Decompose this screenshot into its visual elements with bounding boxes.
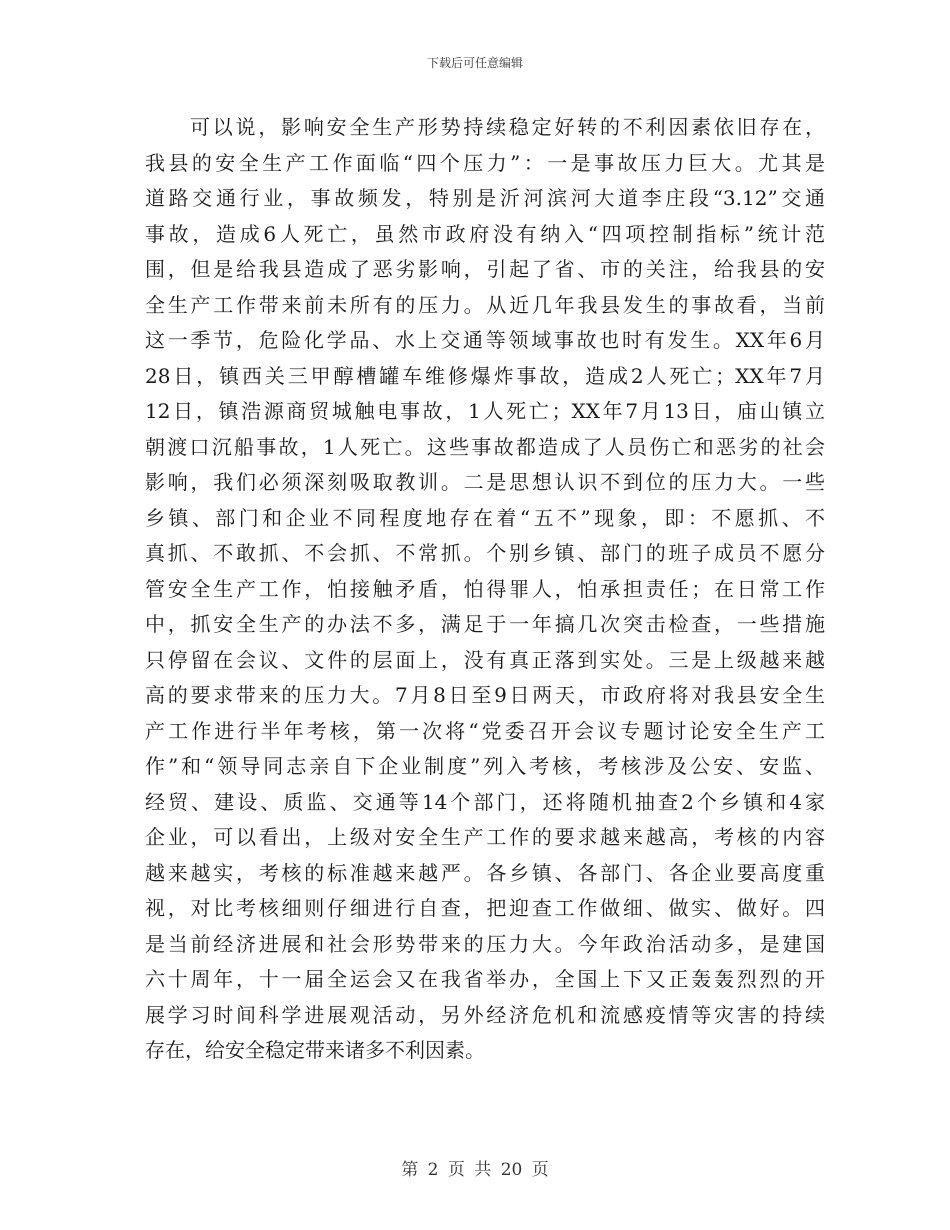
- text-line: 这一季节，危险化学品、水上交通等领域事故也时有发生。XX年6月: [145, 328, 825, 352]
- text-line: 围，但是给我县造成了恶劣影响，引起了省、市的关注，给我县的安: [145, 257, 825, 281]
- text-line: 六十周年，十一届全运会又在我省举办，全国上下又正轰轰烈烈的开: [145, 967, 825, 991]
- page-header: 下载后可任意编辑: [426, 56, 523, 70]
- text-line: 真抓、不敢抓、不会抓、不常抓。个别乡镇、部门的班子成员不愿分: [145, 541, 825, 565]
- text-line: 乡镇、部门和企业不同程度地存在着“五不”现象，即：不愿抓、不: [145, 505, 825, 530]
- text-line: 经贸、建设、质监、交通等14个部门，还将随机抽查2个乡镇和4家: [145, 789, 825, 814]
- text-line: 高的要求带来的压力大。7月8日至9日两天，市政府将对我县安全生: [145, 683, 825, 707]
- text-line: 道路交通行业，事故频发，特别是沂河滨河大道李庄段“3.12”交通: [145, 186, 825, 210]
- text-line: 只停留在会议、文件的层面上，没有真正落到实处。三是上级越来越: [145, 647, 825, 672]
- text-line: 是当前经济进展和社会形势带来的压力大。今年政治活动多，是建国: [145, 931, 825, 956]
- text-line: 作”和“领导同志亲自下企业制度”列入考核，考核涉及公安、安监、: [145, 754, 825, 778]
- text-line: 我县的安全生产工作面临“四个压力”：一是事故压力巨大。尤其是: [145, 150, 825, 175]
- text-line: 影响，我们必须深刻吸取教训。二是思想认识不到位的压力大。一些: [145, 470, 825, 494]
- document-body: [145, 110, 825, 1069]
- text-line: 28日，镇西关三甲醇槽罐车维修爆炸事故，造成2人死亡；XX年7月: [145, 363, 825, 388]
- text-line: 企业，可以看出，上级对安全生产工作的要求越来越高，考核的内容: [145, 825, 825, 849]
- text-line: 管安全生产工作，怕接触矛盾，怕得罪人，怕承担责任；在日常工作: [145, 576, 825, 601]
- text-line: 事故，造成6人死亡，虽然市政府没有纳入“四项控制指标”统计范: [145, 221, 825, 246]
- text-line: 中，抓安全生产的办法不多，满足于一年搞几次突击检查，一些措施: [145, 612, 825, 636]
- text-line: 越来越实，考核的标准越来越严。各乡镇、各部门、各企业要高度重: [145, 860, 825, 885]
- text-line: 展学习时间科学进展观活动，另外经济危机和流感疫情等灾害的持续: [145, 1002, 825, 1027]
- text-line: 朝渡口沉船事故，1人死亡。这些事故都造成了人员伤亡和恶劣的社会: [145, 434, 825, 459]
- text-line: 视，对比考核细则仔细进行自查，把迎查工作做细、做实、做好。四: [145, 896, 825, 920]
- text-line: 可以说，影响安全生产形势持续稳定好转的不利因素依旧存在，: [190, 115, 825, 139]
- text-line: 存在，给安全稳定带来诸多不利因素。: [145, 1038, 485, 1062]
- text-line: 全生产工作带来前未所有的压力。从近几年我县发生的事故看，当前: [145, 292, 825, 317]
- page-number: 第 2 页 共 20 页: [401, 1160, 549, 1180]
- text-line: 12日，镇浩源商贸城触电事故，1人死亡；XX年7月13日，庙山镇立: [145, 399, 825, 423]
- text-line: 产工作进行半年考核，第一次将“党委召开会议专题讨论安全生产工: [145, 718, 825, 743]
